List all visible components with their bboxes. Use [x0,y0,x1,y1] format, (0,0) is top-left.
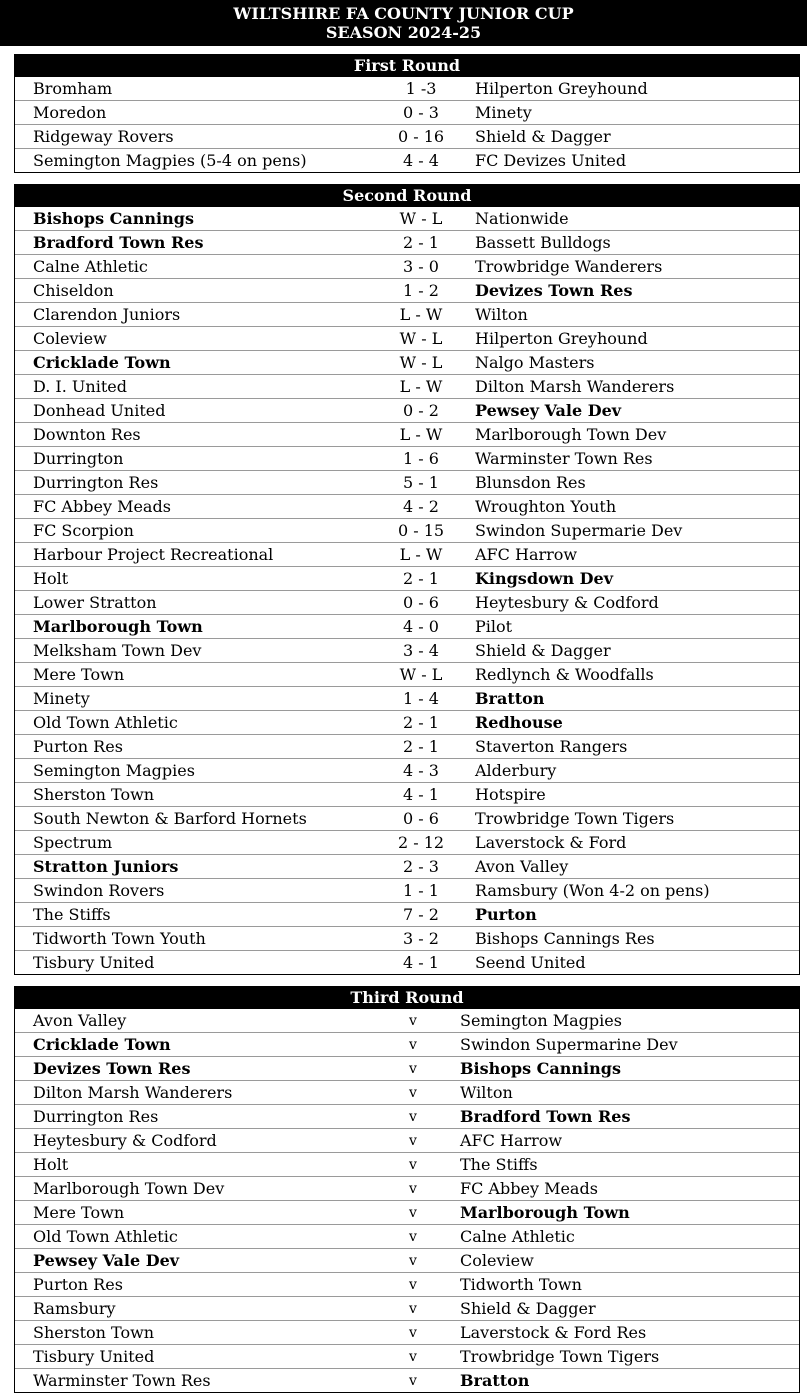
score: 4 - 0 [403,616,439,636]
fixture-row [15,1200,799,1224]
home-team: Heytesbury & Codford [33,1130,217,1150]
home-team: Calne Athletic [33,256,148,276]
match-row [15,398,799,422]
first-round-section [14,54,800,173]
away-team: Coleview [460,1250,534,1270]
score: 2 - 12 [397,832,445,852]
score: 1 - 2 [403,280,439,300]
match-row [15,662,799,686]
fixture-row [15,1344,799,1368]
versus-label: v [409,1156,417,1173]
score: L - W [399,304,443,324]
versus-label: v [409,1324,417,1341]
fixture-row [15,1296,799,1320]
away-team: AFC Harrow [460,1130,563,1150]
away-team: Pewsey Vale Dev [475,400,622,420]
second-round-title: Second Round [14,184,800,207]
score: 1 -3 [405,78,437,98]
away-team: Heytesbury & Codford [475,592,659,612]
home-team: Avon Valley [33,1010,127,1030]
match-row [15,830,799,854]
versus-label: v [409,1036,417,1053]
page-header [0,0,807,46]
versus-label: v [409,1060,417,1077]
away-team: Laverstock & Ford Res [460,1322,647,1342]
away-team: Shield & Dagger [475,640,611,660]
match-row [15,77,799,100]
away-team: Bratton [475,688,545,708]
first-round-title: First Round [14,54,800,77]
score: 0 - 3 [403,102,439,122]
away-team: Shield & Dagger [475,126,611,146]
home-team: Sherston Town [33,784,155,804]
match-row [15,926,799,950]
home-team: Coleview [33,328,107,348]
home-team: Purton Res [33,736,123,756]
score: 2 - 1 [403,232,439,252]
match-row [15,614,799,638]
match-row [15,254,799,278]
match-row [15,806,799,830]
match-row [15,638,799,662]
home-team: Old Town Athletic [33,1226,178,1246]
away-team: Ramsbury (Won 4-2 on pens) [475,880,710,900]
score: 1 - 1 [403,880,439,900]
away-team: Avon Valley [475,856,569,876]
score: 3 - 0 [403,256,439,276]
away-team: Wroughton Youth [475,496,617,516]
home-team: Semington Magpies (5-4 on pens) [33,150,307,170]
match-row [15,566,799,590]
match-row [15,878,799,902]
match-row [15,782,799,806]
match-row [15,950,799,974]
match-row [15,422,799,446]
fixture-row [15,1224,799,1248]
away-team: Tidworth Town [460,1274,582,1294]
score: L - W [399,424,443,444]
home-team: Holt [33,1154,69,1174]
score: L - W [399,376,443,396]
home-team: Sherston Town [33,1322,155,1342]
fixture-row [15,1368,799,1392]
away-team: Minety [475,102,532,122]
match-row [15,902,799,926]
versus-label: v [409,1204,417,1221]
home-team: Semington Magpies [33,760,195,780]
home-team: Spectrum [33,832,113,852]
away-team: Trowbridge Town Tigers [460,1346,660,1366]
score: 2 - 3 [403,856,439,876]
versus-label: v [409,1228,417,1245]
away-team: Shield & Dagger [460,1298,596,1318]
fixture-row [15,1056,799,1080]
away-team: Alderbury [475,760,557,780]
home-team: The Stiffs [33,904,111,924]
score: 0 - 6 [403,592,439,612]
fixture-row [15,1104,799,1128]
versus-label: v [409,1252,417,1269]
away-team: FC Devizes United [475,150,627,170]
home-team: Devizes Town Res [33,1058,191,1078]
match-row [15,446,799,470]
home-team: Pewsey Vale Dev [33,1250,180,1270]
home-team: Tisbury United [33,1346,155,1366]
away-team: FC Abbey Meads [460,1178,598,1198]
away-team: Trowbridge Town Tigers [475,808,675,828]
home-team: Bishops Cannings [33,208,194,228]
match-row [15,590,799,614]
match-row [15,230,799,254]
score: 4 - 1 [403,784,439,804]
home-team: Tisbury United [33,952,155,972]
fixture-row [15,1080,799,1104]
fixture-row [15,1032,799,1056]
away-team: Laverstock & Ford [475,832,627,852]
away-team: The Stiffs [460,1154,538,1174]
score: 2 - 1 [403,712,439,732]
home-team: FC Abbey Meads [33,496,171,516]
home-team: Clarendon Juniors [33,304,181,324]
score: 1 - 6 [403,448,439,468]
home-team: FC Scorpion [33,520,134,540]
score: 3 - 4 [403,640,439,660]
away-team: Swindon Supermarine Dev [460,1034,678,1054]
match-row [15,350,799,374]
away-team: Hotspire [475,784,546,804]
home-team: Old Town Athletic [33,712,178,732]
home-team: Warminster Town Res [33,1370,211,1390]
home-team: Chiseldon [33,280,114,300]
home-team: Mere Town [33,664,125,684]
match-row [15,854,799,878]
match-row [15,518,799,542]
home-team: Melksham Town Dev [33,640,202,660]
fixture-row [15,1176,799,1200]
score: 7 - 2 [403,904,439,924]
away-team: Dilton Marsh Wanderers [475,376,675,396]
match-row [15,374,799,398]
score: 2 - 1 [403,568,439,588]
versus-label: v [409,1372,417,1389]
away-team: Calne Athletic [460,1226,575,1246]
away-team: Nalgo Masters [475,352,595,372]
away-team: AFC Harrow [475,544,578,564]
score: 4 - 1 [403,952,439,972]
home-team: Harbour Project Recreational [33,544,274,564]
home-team: Ramsbury [33,1298,116,1318]
home-team: Moredon [33,102,107,122]
match-row [15,710,799,734]
home-team: Bradford Town Res [33,232,204,252]
home-team: Swindon Rovers [33,880,165,900]
fixture-row [15,1248,799,1272]
away-team: Wilton [475,304,528,324]
season-label: SEASON 2024-25 [325,23,482,42]
match-row [15,326,799,350]
score: 3 - 2 [403,928,439,948]
match-row [15,100,799,124]
home-team: Durrington [33,448,124,468]
score: W - L [399,208,443,228]
away-team: Bratton [460,1370,530,1390]
score: W - L [399,328,443,348]
versus-label: v [409,1276,417,1293]
away-team: Hilperton Greyhound [475,78,648,98]
versus-label: v [409,1084,417,1101]
away-team: Seend United [475,952,586,972]
home-team: South Newton & Barford Hornets [33,808,307,828]
score: L - W [399,544,443,564]
home-team: Downton Res [33,424,141,444]
home-team: Holt [33,568,69,588]
away-team: Semington Magpies [460,1010,622,1030]
home-team: Cricklade Town [33,352,171,372]
away-team: Marlborough Town [460,1202,630,1222]
match-row [15,470,799,494]
match-row [15,207,799,230]
score: 0 - 6 [403,808,439,828]
away-team: Swindon Supermarie Dev [475,520,683,540]
home-team: Ridgeway Rovers [33,126,174,146]
home-team: Durrington Res [33,1106,159,1126]
away-team: Purton [475,904,537,924]
away-team: Hilperton Greyhound [475,328,648,348]
away-team: Trowbridge Wanderers [475,256,663,276]
away-team: Marlborough Town Dev [475,424,667,444]
away-team: Devizes Town Res [475,280,633,300]
match-row [15,494,799,518]
home-team: Purton Res [33,1274,123,1294]
versus-label: v [409,1348,417,1365]
match-row [15,758,799,782]
fixture-row [15,1152,799,1176]
home-team: Minety [33,688,90,708]
fixture-row [15,1272,799,1296]
away-team: Warminster Town Res [475,448,653,468]
competition-title: WILTSHIRE FA COUNTY JUNIOR CUP [233,4,574,23]
home-team: Tidworth Town Youth [33,928,206,948]
score: 4 - 2 [403,496,439,516]
match-row [15,686,799,710]
match-row [15,734,799,758]
home-team: Lower Stratton [33,592,157,612]
away-team: Kingsdown Dev [475,568,613,588]
third-round-section [14,986,800,1393]
score: 0 - 15 [397,520,445,540]
away-team: Staverton Rangers [475,736,628,756]
score: W - L [399,352,443,372]
away-team: Pilot [475,616,513,636]
away-team: Nationwide [475,208,569,228]
match-row [15,124,799,148]
away-team: Redhouse [475,712,563,732]
versus-label: v [409,1012,417,1029]
match-row [15,542,799,566]
away-team: Bishops Cannings [460,1058,621,1078]
home-team: Bromham [33,78,113,98]
versus-label: v [409,1132,417,1149]
score: 4 - 4 [403,150,439,170]
score: 4 - 3 [403,760,439,780]
score: W - L [399,664,443,684]
home-team: Dilton Marsh Wanderers [33,1082,233,1102]
away-team: Redlynch & Woodfalls [475,664,654,684]
fixture-row [15,1009,799,1032]
home-team: D. I. United [33,376,127,396]
match-row [15,302,799,326]
third-round-title: Third Round [14,986,800,1009]
away-team: Bradford Town Res [460,1106,631,1126]
home-team: Marlborough Town [33,616,203,636]
away-team: Bishops Cannings Res [475,928,655,948]
home-team: Donhead United [33,400,166,420]
score: 2 - 1 [403,736,439,756]
home-team: Cricklade Town [33,1034,171,1054]
fixture-row [15,1320,799,1344]
versus-label: v [409,1108,417,1125]
fixture-row [15,1128,799,1152]
second-round-section [14,184,800,975]
score: 0 - 16 [397,126,445,146]
score: 0 - 2 [403,400,439,420]
versus-label: v [409,1180,417,1197]
away-team: Wilton [460,1082,513,1102]
match-row [15,278,799,302]
score: 5 - 1 [403,472,439,492]
away-team: Bassett Bulldogs [475,232,611,252]
away-team: Blunsdon Res [475,472,586,492]
versus-label: v [409,1300,417,1317]
home-team: Stratton Juniors [33,856,179,876]
home-team: Marlborough Town Dev [33,1178,225,1198]
home-team: Mere Town [33,1202,125,1222]
score: 1 - 4 [403,688,439,708]
home-team: Durrington Res [33,472,159,492]
match-row [15,148,799,172]
